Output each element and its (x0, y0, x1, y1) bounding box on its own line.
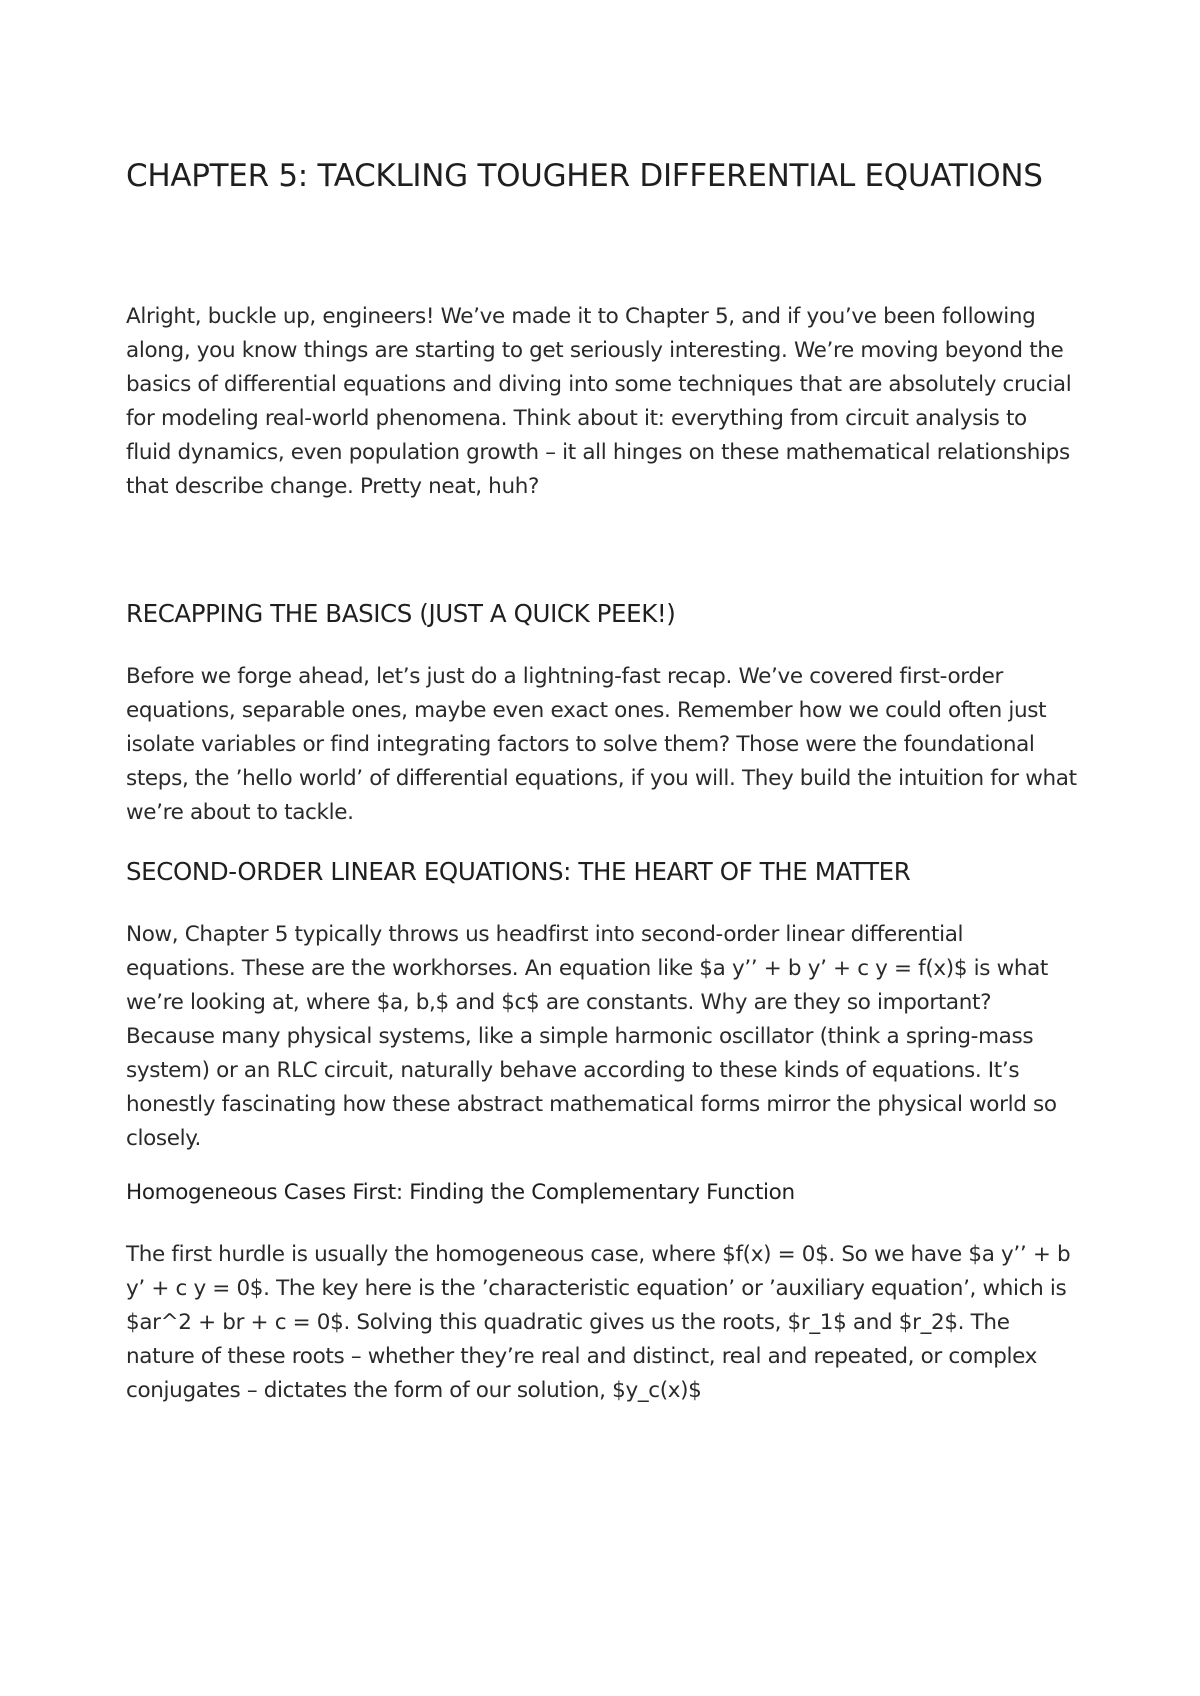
section-paragraph-recap: Before we forge ahead, let’s just do a lightning-fast recap. We’ve covered first-order equations, separable ones, maybe even exact ones. Remember how we could often just isolate variables or find integrating factors to solve them? Those were the foundational steps, the ’hello world’ of differential equations, if you will. They build the intuition for what we’re about to tackle. (126, 664, 1077, 825)
section-paragraph-second-order: Now, Chapter 5 typically throws us headfirst into second-order linear differential equations. These are the workhorses. An equation like $a y’’ + b y’ + c y = f(x)$ is what we’re looking at, where $a, b,$ and $c$ are constants. Why are they so important? Because many physical systems, like a simple harmonic oscillator (think a spring-mass system) or an RLC circuit, naturally behave according to these kinds of equations. It’s honestly fascinating how these abstract mathematical forms mirror the physical world so closely. (126, 922, 1057, 1151)
section-heading-recap: RECAPPING THE BASICS (JUST A QUICK PEEK!) (126, 599, 676, 628)
chapter-title: CHAPTER 5: TACKLING TOUGHER DIFFERENTIAL EQUATIONS (126, 158, 1043, 194)
intro-paragraph: Alright, buckle up, engineers! We’ve made it to Chapter 5, and if you’ve been following along, you know things are starting to get seriously interesting. We’re moving beyond the basics of differential equations and diving into some techniques that are absolutely crucial for modeling real-world phenomena. Think about it: everything from circuit analysis to fluid dynamics, even population growth – it all hinges on these mathematical relationships that describe change. Pretty neat, huh? (126, 304, 1072, 499)
document-body (126, 150, 1078, 1408)
section-heading-second-order: SECOND-ORDER LINEAR EQUATIONS: THE HEART OF THE MATTER (126, 857, 911, 886)
subsection-heading-homogeneous: Homogeneous Cases First: Finding the Complementary Function (126, 1180, 795, 1205)
subsection-paragraph-homogeneous: The first hurdle is usually the homogeneous case, where $f(x) = 0$. So we have $a y’’ + b y’ + c y = 0$. The key here is the ’characteristic equation’ or ’auxiliary equation’, which is $ar^2 + br + c = 0$. Solving this quadratic gives us the roots, $r_1$ and $r_2$. The nature of these roots – whether they’re real and distinct, real and repeated, or complex conjugates – dictates the form of our solution, $y_c(x)$ (126, 1242, 1071, 1403)
